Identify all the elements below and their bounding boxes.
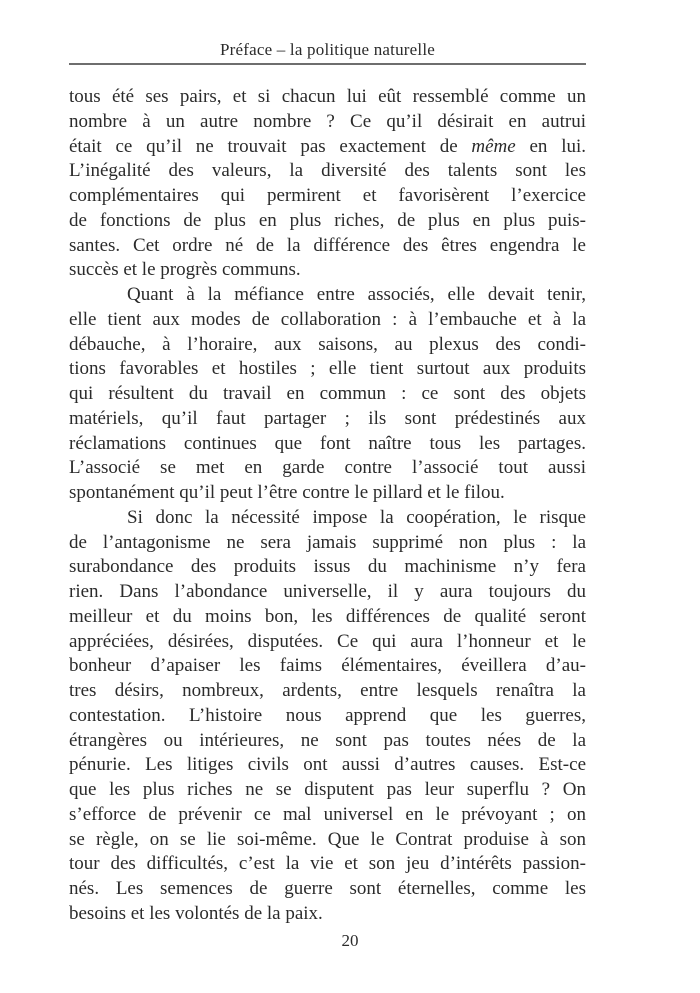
paragraph <box>69 85 586 283</box>
text-line <box>69 234 586 259</box>
text-line <box>69 902 586 927</box>
text-segment: tour des difficultés, c’est la vie et son jeu d’intérêts passion- <box>69 853 586 875</box>
text-line <box>69 778 586 803</box>
running-head-title: Préface – la politique naturelle <box>219 40 436 59</box>
page-footer <box>0 931 700 951</box>
paragraph <box>69 283 586 506</box>
text-line <box>69 729 586 754</box>
text-segment: Si donc la nécessité impose la coopération, le risque <box>127 506 586 528</box>
text-segment: pénurie. Les litiges civils ont aussi d’autres causes. Est-ce <box>69 754 586 776</box>
text-line <box>69 605 586 630</box>
text-line <box>69 209 586 234</box>
text-line <box>69 630 586 655</box>
text-line <box>69 308 586 333</box>
text-line <box>69 580 586 605</box>
text-line <box>69 555 586 580</box>
text-segment: succès et le progrès communs. <box>69 259 301 281</box>
text-segment: étrangères ou intérieures, ne sont pas toutes nées de la <box>69 729 586 751</box>
text-line <box>69 456 586 481</box>
page-number: 20 <box>341 931 359 950</box>
text-segment: de fonctions de plus en plus riches, de plus en plus puis- <box>69 209 586 231</box>
emphasized-word: même <box>471 135 516 157</box>
text-line <box>69 333 586 358</box>
text-segment: meilleur et du moins bon, les différences de qualité seront <box>69 605 586 627</box>
text-line <box>69 184 586 209</box>
text-segment: débauche, à l’horaire, aux saisons, au plexus des condi- <box>69 333 586 355</box>
text-line <box>69 135 586 160</box>
text-segment: s’efforce de prévenir ce mal universel en le prévoyant ; on <box>69 803 586 825</box>
text-segment: elle tient aux modes de collaboration : à l’embauche et à la <box>69 308 586 330</box>
text-segment: santes. Cet ordre né de la différence des êtres engendra le <box>69 234 586 256</box>
text-segment: matériels, qu’il faut partager ; ils sont prédestinés aux <box>69 407 586 429</box>
text-line <box>69 753 586 778</box>
text-line <box>69 357 586 382</box>
text-line <box>69 258 586 283</box>
text-line <box>69 828 586 853</box>
text-segment: complémentaires qui permirent et favorisèrent l’exercice <box>69 185 586 206</box>
text-segment: tres désirs, nombreux, ardents, entre lesquels renaîtra la <box>69 680 586 701</box>
text-segment: tous été ses pairs, et si chacun lui eût ressemblé comme un <box>69 86 586 107</box>
text-line <box>69 506 586 531</box>
text-segment: tions favorables et hostiles ; elle tient surtout aux produits <box>69 358 586 380</box>
text-line <box>69 432 586 457</box>
text-segment: nombre à un autre nombre ? Ce qu’il désirait en autrui <box>69 110 586 132</box>
text-segment: surabondance des produits issus du machinisme n’y fera <box>69 556 586 578</box>
text-segment: qui résultent du travail en commun : ce sont des objets <box>69 383 586 404</box>
text-line <box>69 852 586 877</box>
text-segment: était ce qu’il ne trouvait pas exactement de <box>69 135 472 157</box>
text-line <box>69 159 586 184</box>
text-segment: L’associé se met en garde contre l’associé tout aussi <box>69 457 586 479</box>
text-segment: se règle, on se lie soi-même. Que le Contrat produise à son <box>69 828 586 850</box>
text-segment: nés. Les semences de guerre sont éternelles, comme les <box>69 878 586 899</box>
text-line <box>69 382 586 407</box>
text-segment: de l’antagonisme ne sera jamais supprimé non plus : la <box>69 531 586 553</box>
text-line <box>69 654 586 679</box>
text-segment: en lui. <box>515 135 586 157</box>
text-segment: appréciées, désirées, disputées. Ce qui aura l’honneur et le <box>69 630 586 652</box>
body-text <box>69 85 586 927</box>
text-segment: L’inégalité des valeurs, la diversité des talents sont les <box>69 160 586 182</box>
paragraph <box>69 506 586 927</box>
text-line <box>69 481 586 506</box>
text-segment: rien. Dans l’abondance universelle, il y aura toujours du <box>69 581 586 602</box>
text-line <box>69 531 586 556</box>
text-segment: bonheur d’apaiser les faims élémentaires, éveillera d’au- <box>69 655 586 677</box>
text-segment: contestation. L’histoire nous apprend que les guerres, <box>69 704 586 726</box>
text-line <box>69 110 586 135</box>
text-line <box>69 283 586 308</box>
text-line <box>69 679 586 704</box>
text-segment: réclamations continues que font naître tous les partages. <box>69 432 586 454</box>
text-line <box>69 877 586 902</box>
text-segment: que les plus riches ne se disputent pas leur superflu ? On <box>69 779 586 800</box>
page-header <box>69 40 586 60</box>
header-rule <box>69 63 586 65</box>
text-segment: besoins et les volontés de la paix. <box>69 902 323 924</box>
text-segment: spontanément qu’il peut l’être contre le pillard et le filou. <box>69 482 505 503</box>
text-line <box>69 407 586 432</box>
text-segment: Quant à la méfiance entre associés, elle devait tenir, <box>127 284 586 305</box>
text-line <box>69 704 586 729</box>
text-line <box>69 803 586 828</box>
text-line <box>69 85 586 110</box>
